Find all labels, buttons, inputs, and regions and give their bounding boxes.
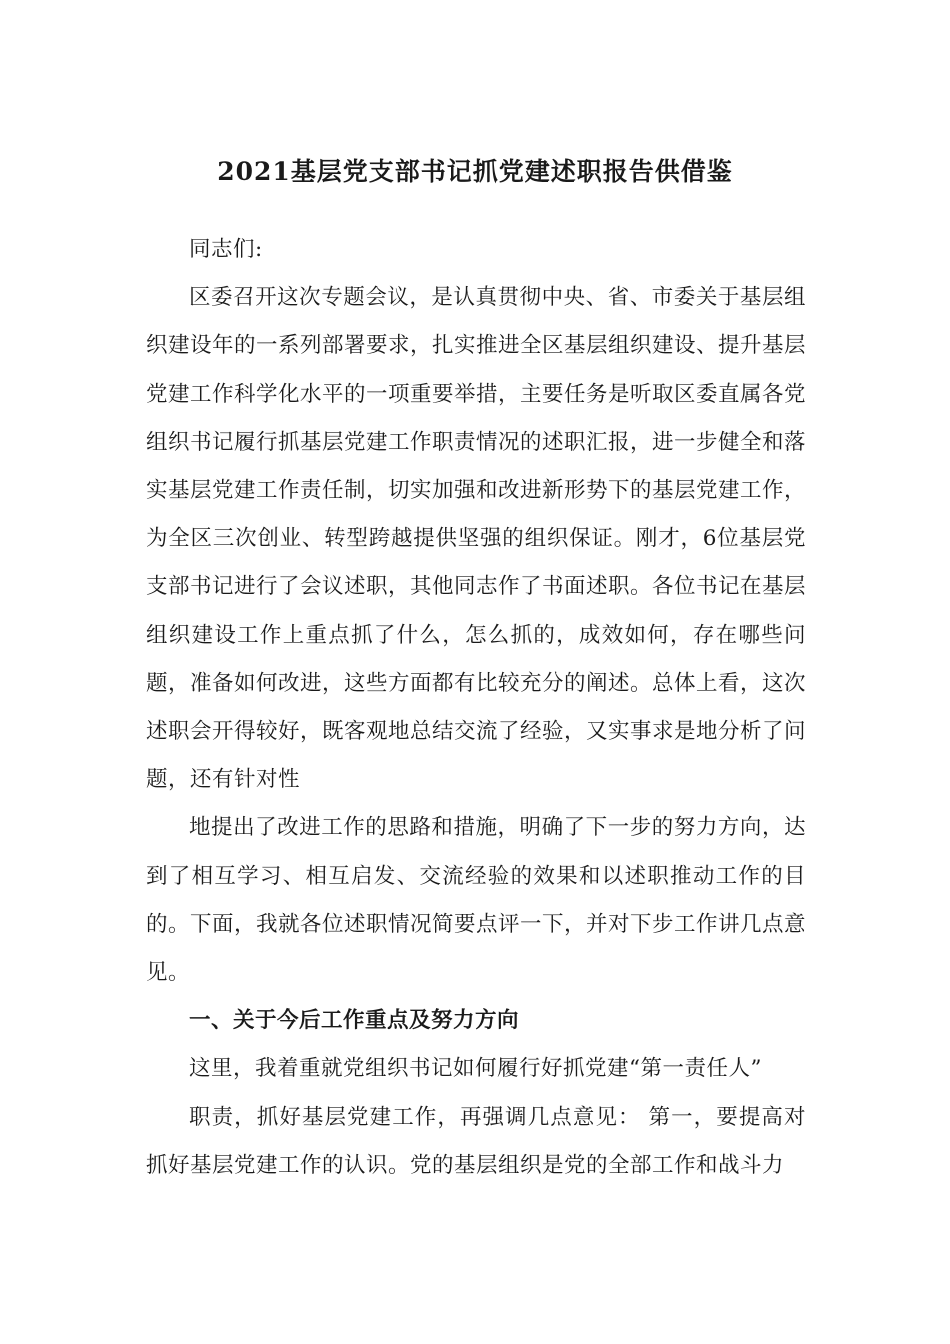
body-paragraph: 地提出了改进工作的思路和措施，明确了下一步的努力方向，达到了相互学习、相互启发、交流经验的效果和以述职推动工作的目的。下面，我就各位述职情况简要点评一下，并对下步工作讲几点意见。 — [146, 815, 807, 986]
body-paragraph: 职责，抓好基层党建工作，再强调几点意见： 第一，要提高对抓好基层党建工作的认识。党的基层组织是党的全部工作和战斗力 — [146, 1104, 806, 1178]
document-title: 2021基层党支部书记抓党建述职报告供借鉴 — [217, 157, 733, 186]
section-heading: 一、关于今后工作重点及努力方向 — [189, 1008, 520, 1034]
salutation-paragraph: 同志们: — [189, 237, 263, 262]
body-paragraph: 这里，我着重就党组织书记如何履行好抓党建“第一责任人” — [189, 1056, 762, 1082]
body-paragraph: 区委召开这次专题会议，是认真贯彻中央、省、市委关于基层组织建设年的一系列部署要求，扎实推进全区基层组织建设、提升基层党建工作科学化水平的一项重要举措，主要任务是听取区委直属各党组织书记履行抓基层党建工作职责情况的述职汇报，进一步健全和落实基层党建工作责任制，切实加强和改进新形势下的基层党建工作，为全区三次创业、转型跨越提供坚强的组织保证。刚才，6位基层党支部书记进行了会议述职，其他同志作了书面述职。各位书记在基层组织建设工作上重点抓了什么，怎么抓的，成效如何，存在哪些问题，准备如何改进，这些方面都有比较充分的阐述。总体上看，这次述职会开得较好，既客观地总结交流了经验，又实事求是地分析了问题，还有针对性 — [146, 285, 807, 793]
document-body — [146, 226, 806, 1190]
